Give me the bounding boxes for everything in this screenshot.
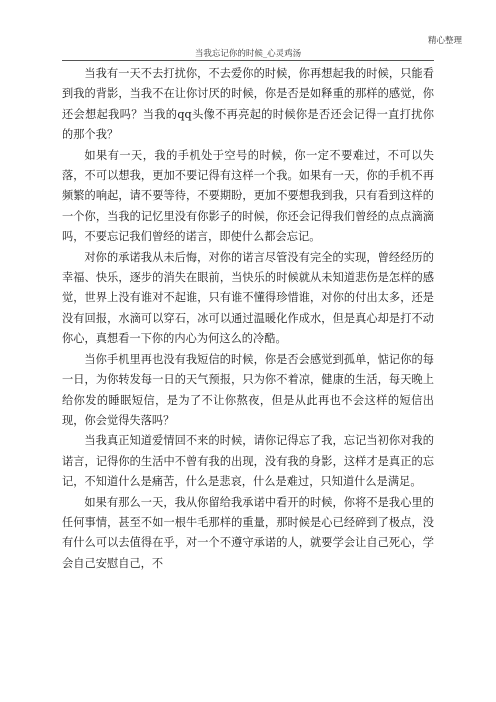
paragraph: 当我真正知道爱情回不来的时候，请你记得忘了我，忘记当初你对我的诺言，记得你的生活中不曾有我的出现，没有我的身影，这样才是真正的忘记，不知道什么是痛苦，什么是悲哀，什么是难过，只知道什么是满足。 <box>62 434 434 489</box>
document-body <box>62 64 434 574</box>
document-title: 当我忘记你的时候_心灵鸡汤 <box>194 49 302 59</box>
paragraph: 如果有那么一天，我从你留给我承诺中看开的时候，你将不是我心里的任何事情，甚至不如一根牛毛那样的重量，那时候是心已经碎到了极点，没有什么可以去值得在乎，对一个不遵守承诺的人，就要学会让自己死心，学会自己安慰自己，不 <box>62 495 434 570</box>
paragraph: 对你的承诺我从未后悔，对你的诺言尽管没有完全的实现，曾经经历的幸福、快乐，逐步的消失在眼前，当快乐的时候就从未知道悲伤是怎样的感觉，世界上没有谁对不起谁，只有谁不懂得珍惜谁，对你的付出太多，还是没有回报，水滴可以穿石，冰可以通过温暖化作成水，但是真心却是打不动你心，真想看一下你的内心为何这么的冷酷。 <box>62 250 434 346</box>
paragraph: 当我有一天不去打扰你，不去爱你的时候，你再想起我的时候，只能看到我的背影，当我不在让你讨厌的时候，你是否是如释重的那样的感觉，你还会想起我吗？当我的qq头像不再亮起的时候你是否还会记得一直打扰你的那个我？ <box>62 67 434 142</box>
header-label: 精心整理 <box>427 36 462 46</box>
paragraph: 如果有一天，我的手机处于空号的时候，你一定不要难过，不可以失落，不可以想我，更加不要记得有这样一个我。如果有一天，你的手机不再频繁的响起，请不要等待，不要期盼，更加不要想我到我，只有看到这样的一个你，当我的记忆里没有你影子的时候，你还会记得我们曾经的点点滴滴吗，不要忘记我们曾经的诺言，即使什么都会忘记。 <box>62 148 434 244</box>
paragraph: 当你手机里再也没有我短信的时候，你是否会感觉到孤单，惦记你的每一日，为你转发每一日的天气预报，只为你不着凉，健康的生活，每天晚上给你发的睡眠短信，是为了不让你熬夜，但是从此再也不会这样的短信出现，你会觉得失落吗？ <box>62 352 434 427</box>
header-divider <box>62 60 434 61</box>
